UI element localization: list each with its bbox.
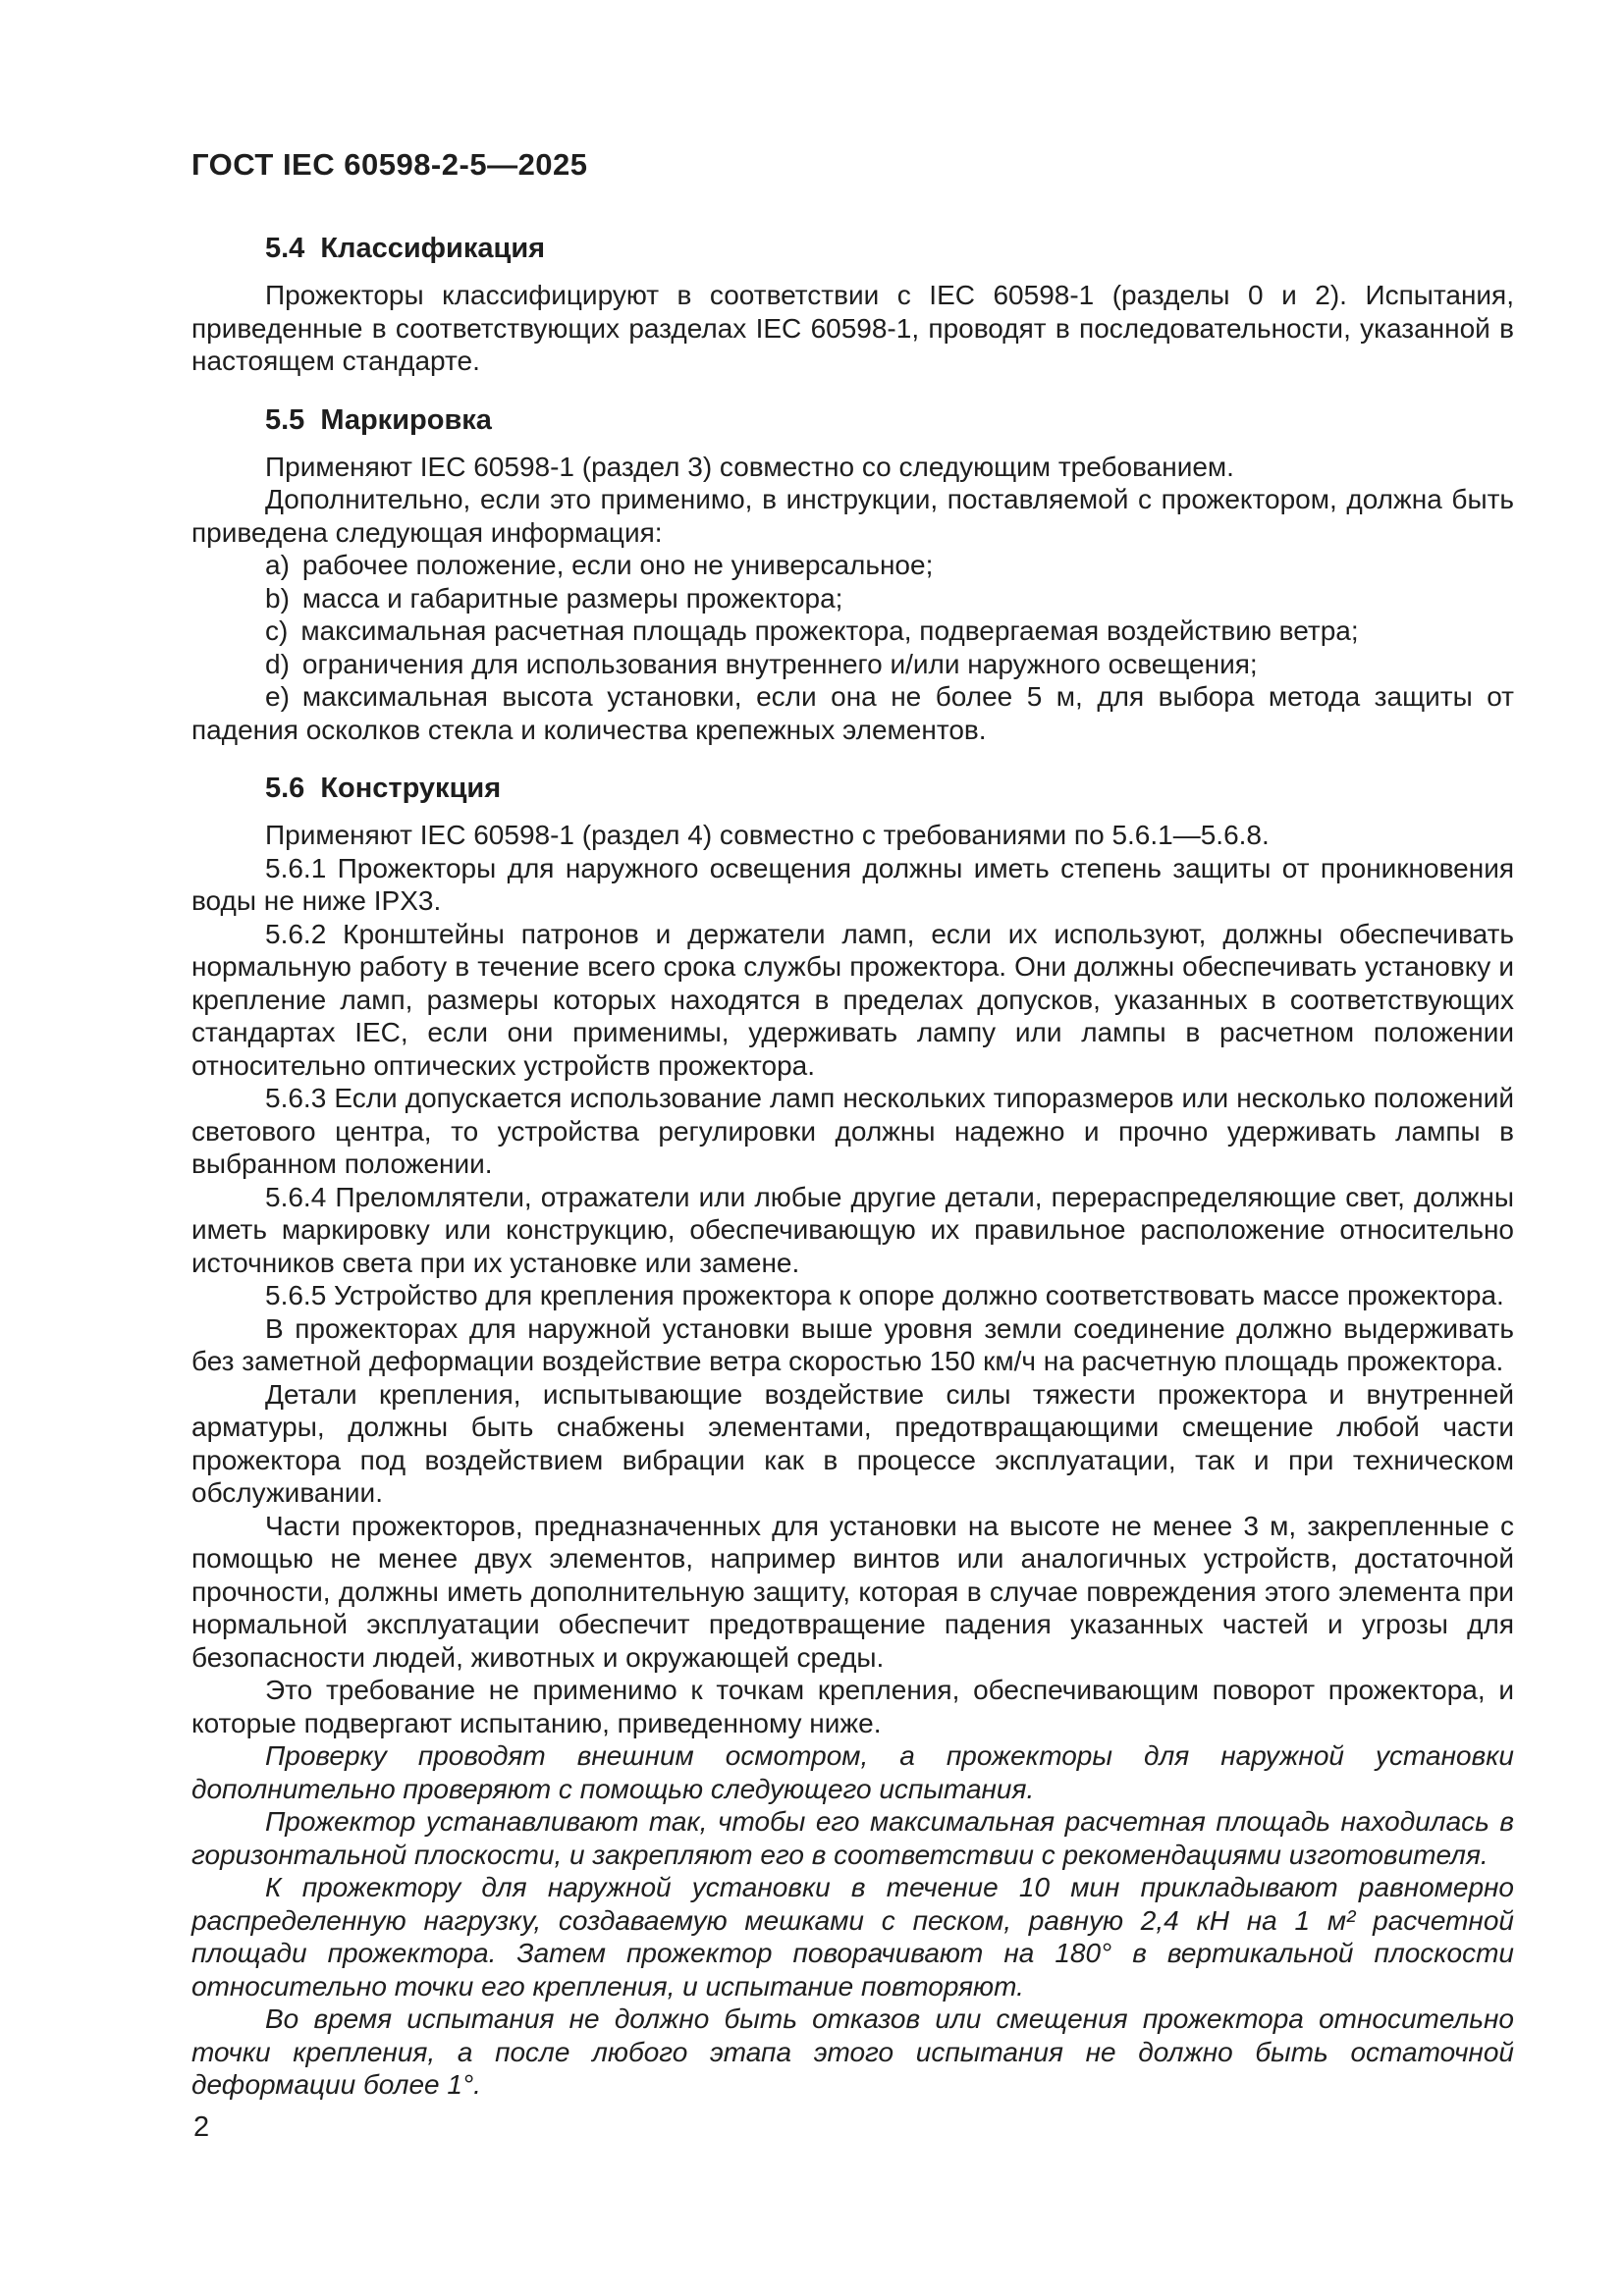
list-item-text: масса и габаритные размеры прожектора; <box>301 582 843 614</box>
paragraph: 5.6.5 Устройство для крепления прожектора к опоре должно соответствовать массе прожектора. <box>265 1280 1504 1310</box>
section-heading-5-6 <box>191 772 1514 805</box>
list-item-marker: d) <box>265 648 290 679</box>
heading-title: Классификация <box>320 233 546 264</box>
list-item <box>191 614 1514 648</box>
heading-title: Конструкция <box>320 773 502 804</box>
paragraph: 5.6.1 Прожекторы для наружного освещения должны иметь степень защиты от проникновения воды не ниже IPX3. <box>191 852 1514 916</box>
list-item-text: ограничения для использования внутреннего и/или наружного освещения; <box>301 648 1258 679</box>
test-procedure-paragraph: Прожектор устанавливают так, чтобы его максимальная расчетная площадь находилась в горизонтальной плоскости, и закрепляют его в соответствии с рекомендациями изготовителя. <box>191 1806 1514 1870</box>
paragraph: Применяют IEC 60598-1 (раздел 3) совместно со следующим требованием. <box>265 451 1234 482</box>
page-number: 2 <box>193 2110 210 2143</box>
section-heading-5-5 <box>191 403 1514 437</box>
paragraph: 5.6.3 Если допускается использование ламп нескольких типоразмеров или несколько положений светового центра, то устройства регулировки должны надежно и прочно удерживать лампы в выбранном положении. <box>191 1083 1514 1179</box>
heading-title: Маркировка <box>320 403 492 436</box>
list-item-marker: c) <box>265 615 289 646</box>
paragraph: 5.6.4 Преломлятели, отражатели или любые другие детали, перераспределяющие свет, должны иметь маркировку или конструкцию, обеспечивающую их правильное расположение относительно источников света при их установке или замене. <box>191 1181 1514 1278</box>
heading-number: 5.5 <box>265 403 305 436</box>
heading-number: 5.6 <box>265 773 305 804</box>
list-item <box>191 680 1514 746</box>
paragraph: Прожекторы классифицируют в соответствии с IEC 60598-1 (разделы 0 и 2). Испытания, приведенные в соответствующих разделах IEC 60598-1, проводят в последовательности, указанной в настоящем стандарте. <box>191 280 1514 376</box>
paragraph: Детали крепления, испытывающие воздействие силы тяжести прожектора и внутренней арматуры, должны быть снабжены элементами, предотвращающими смещение любой части прожектора под воздействием вибрации как в процессе эксплуатации, так и при техническом обслуживании. <box>191 1378 1514 1508</box>
list-item-text: максимальная расчетная площадь прожектора, подвергаемая воздействию ветра; <box>300 615 1359 646</box>
running-head: ГОСТ IEC 60598-2-5—2025 <box>191 147 588 182</box>
section-heading-5-4 <box>191 232 1514 265</box>
paragraph: Это требование не применимо к точкам крепления, обеспечивающим поворот прожектора, и которые подвергают испытанию, приведенному ниже. <box>191 1675 1514 1738</box>
test-procedure-paragraph: Проверку проводят внешним осмотром, а прожекторы для наружной установки дополнительно проверяют с помощью следующего испытания. <box>191 1740 1514 1804</box>
test-procedure-paragraph: К прожектору для наружной установки в течение 10 мин прикладывают равномерно распределенную нагрузку, создаваемую мешками с песком, равную 2,4 кН на 1 м² расчетной площади прожектора. Затем прожектор поворачивают на 180° в вертикальной плоскости относительно точки его крепления, и испытание повторяют. <box>191 1872 1514 2002</box>
list-item-text: рабочее положение, если оно не универсальное; <box>301 550 934 580</box>
paragraph: 5.6.2 Кронштейны патронов и держатели ламп, если их используют, должны обеспечивать нормальную работу в течение всего срока службы прожектора. Они должны обеспечивать установку и крепление ламп, размеры которых находятся в пределах допусков, указанных в соответствующих стандартах IEC, если они применимы, удерживать лампу или лампы в расчетном положении относительно оптических устройств прожектора. <box>191 918 1514 1081</box>
test-procedure-paragraph: Во время испытания не должно быть отказов или смещения прожектора относительно точки крепления, а после любого этапа этого испытания не должно быть остаточной деформации более 1°. <box>191 2003 1514 2100</box>
list-item-text: максимальная высота установки, если она не более 5 м, для выбора метода защиты от падения осколков стекла и количества крепежных элементов. <box>191 681 1514 745</box>
paragraph: Части прожекторов, предназначенных для установки на высоте не менее 3 м, закрепленные с помощью не менее двух элементов, например винтов или аналогичных устройств, достаточной прочности, должны иметь дополнительную защиту, которая в случае повреждения этого элемента при нормальной эксплуатации обеспечит предотвращение падения указанных частей и угрозы для безопасности людей, животных и окружающей среды. <box>191 1510 1514 1673</box>
list-item <box>191 648 1514 681</box>
list-item-marker: a) <box>265 550 290 580</box>
list-item <box>191 582 1514 615</box>
paragraph: В прожекторах для наружной установки выше уровня земли соединение должно выдерживать без заметной деформации воздействие ветра скоростью 150 км/ч на расчетную площадь прожектора. <box>191 1312 1514 1376</box>
list-item-marker: b) <box>265 582 290 614</box>
list-item-marker: e) <box>265 681 290 712</box>
heading-number: 5.4 <box>265 233 305 264</box>
paragraph: Применяют IEC 60598-1 (раздел 4) совместно с требованиями по 5.6.1—5.6.8. <box>265 820 1270 850</box>
list-item <box>191 549 1514 582</box>
paragraph: Дополнительно, если это применимо, в инструкции, поставляемой с прожектором, должна быть приведена следующая информация: <box>191 484 1514 548</box>
